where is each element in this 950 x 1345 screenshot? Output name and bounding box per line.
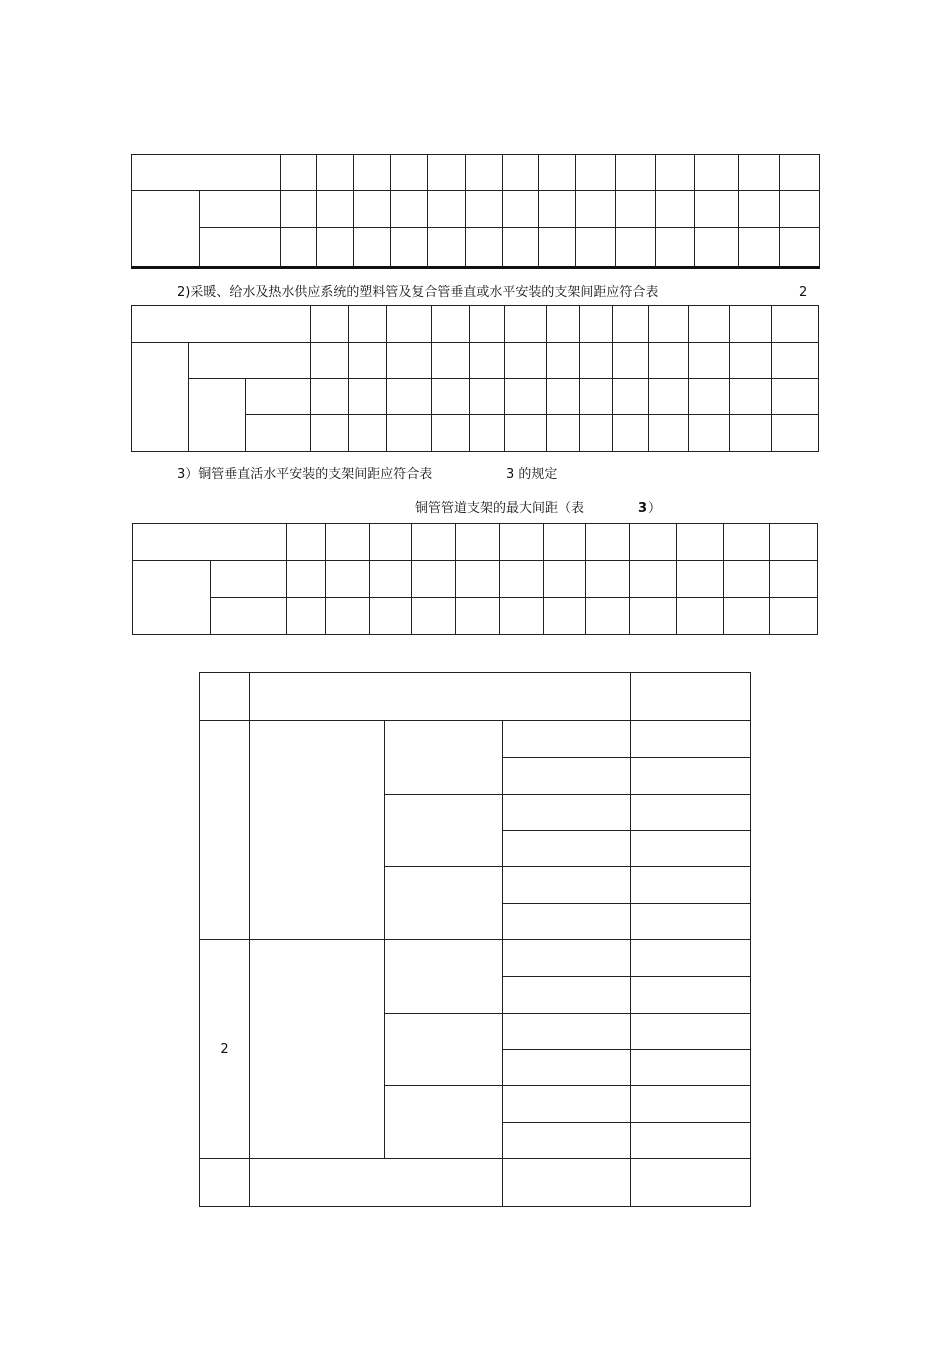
table-row [133, 598, 818, 635]
caption-table-3-suffix: 3 的规定 [506, 467, 558, 482]
table-3-title [415, 501, 584, 517]
table-3-title-text: 铜管管道支架的最大间距（表 [415, 501, 585, 516]
table-row [133, 561, 818, 598]
table-row [132, 343, 819, 379]
table-row [132, 379, 819, 415]
table-row [133, 524, 818, 561]
table-row [200, 721, 751, 758]
caption-table-2 [177, 285, 658, 301]
table-4 [199, 672, 751, 1207]
table-row [132, 191, 820, 228]
table-row [200, 1159, 751, 1207]
caption-table-2-text: 2)采暖、给水及热水供应系统的塑料管及复合管垂直或水平安装的支架间距应符合表 [177, 285, 659, 300]
caption-table-2-number: 2 [799, 285, 808, 300]
caption-table-3: 3）铜管垂直活水平安装的支架间距应符合表 [177, 467, 433, 482]
table-3 [132, 523, 818, 635]
row-label-2: 2 [200, 940, 250, 1159]
table-row [132, 228, 820, 268]
table-2 [131, 305, 819, 452]
table-row [132, 155, 820, 191]
table-row [200, 940, 751, 977]
table-row [132, 306, 819, 343]
table-1 [131, 154, 820, 269]
table-3-title-close: ） [648, 501, 662, 516]
table-3-title-number: 3 [638, 501, 648, 516]
table-row [200, 673, 751, 721]
